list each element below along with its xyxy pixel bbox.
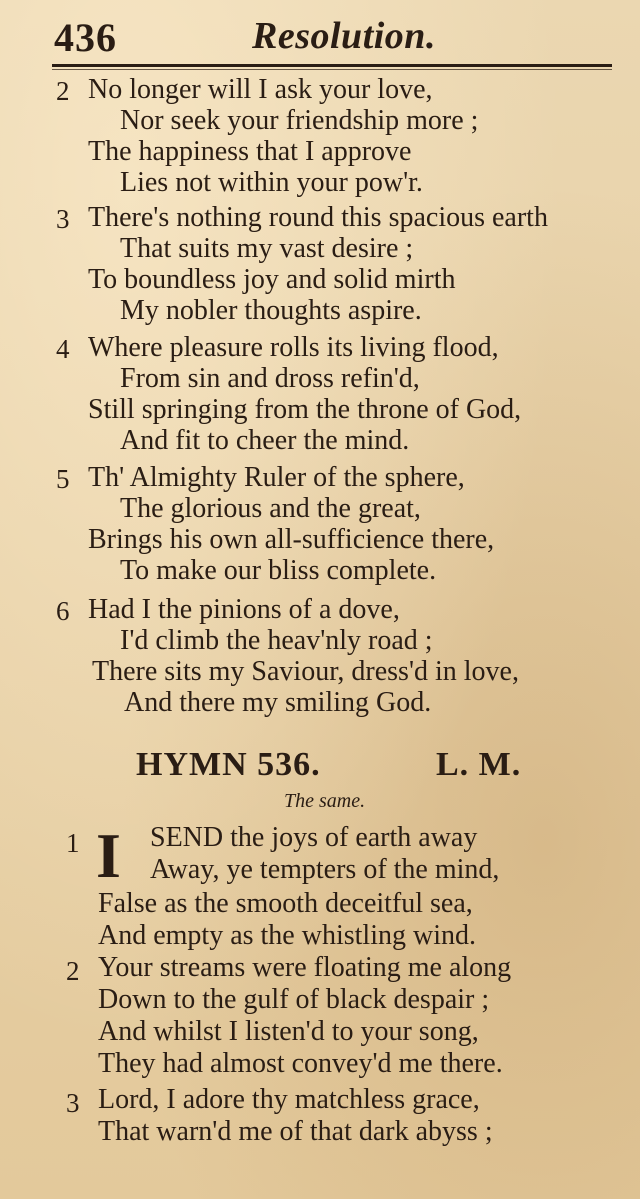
drop-cap: I bbox=[96, 820, 121, 891]
verse-line: Still springing from the throne of God, bbox=[88, 394, 522, 425]
verse-line: SEND the joys of earth away bbox=[150, 822, 478, 853]
verse-line: Down to the gulf of black despair ; bbox=[98, 984, 490, 1015]
verse-line: Your streams were floating me along bbox=[98, 952, 512, 983]
verse-line: That suits my vast desire ; bbox=[120, 233, 414, 264]
stanza-number: 3 bbox=[66, 1088, 80, 1118]
page-number: 436 bbox=[54, 15, 117, 60]
verse-line: Nor seek your friendship more ; bbox=[120, 105, 479, 136]
verse-line: They had almost convey'd me there. bbox=[98, 1048, 503, 1079]
verse-line: Had I the pinions of a dove, bbox=[88, 594, 400, 625]
header-rule-thin bbox=[52, 69, 612, 70]
stanza-number: 6 bbox=[56, 596, 70, 626]
verse-line: My nobler thoughts aspire. bbox=[120, 295, 422, 326]
verse-line: To make our bliss complete. bbox=[120, 555, 437, 586]
hymn-subtitle: The same. bbox=[284, 790, 366, 812]
stanza-number: 3 bbox=[56, 204, 70, 234]
stanza-number: 1 bbox=[66, 828, 80, 858]
verse-line: There sits my Saviour, dress'd in love, bbox=[92, 656, 519, 687]
header-rule bbox=[52, 64, 612, 67]
verse-line: That warn'd me of that dark abyss ; bbox=[98, 1116, 493, 1147]
hymn-meter: L. M. bbox=[436, 746, 522, 783]
running-title: Resolution. bbox=[252, 15, 436, 57]
stanza-number: 2 bbox=[56, 76, 70, 106]
verse-line: False as the smooth deceitful sea, bbox=[98, 888, 473, 919]
verse-line: There's nothing round this spacious earth bbox=[88, 202, 548, 233]
verse-line: And fit to cheer the mind. bbox=[120, 425, 410, 456]
verse-line: No longer will I ask your love, bbox=[88, 74, 433, 105]
stanza-number: 5 bbox=[56, 464, 70, 494]
verse-line: And there my smiling God. bbox=[124, 687, 432, 718]
verse-line: I'd climb the heav'nly road ; bbox=[120, 625, 433, 656]
stanza-number: 4 bbox=[56, 334, 70, 364]
stanza-number: 2 bbox=[66, 956, 80, 986]
verse-line: Brings his own all-sufficience there, bbox=[88, 524, 495, 555]
page-header bbox=[0, 0, 640, 70]
verse-line: The glorious and the great, bbox=[120, 493, 421, 524]
verse-line: And empty as the whistling wind. bbox=[98, 920, 476, 951]
verse-line: Lies not within your pow'r. bbox=[120, 167, 423, 198]
verse-line: The happiness that I approve bbox=[88, 136, 412, 167]
verse-line: Th' Almighty Ruler of the sphere, bbox=[88, 462, 465, 493]
verse-line: Where pleasure rolls its living flood, bbox=[88, 332, 499, 363]
verse-line: And whilst I listen'd to your song, bbox=[98, 1016, 479, 1047]
verse-line: Lord, I adore thy matchless grace, bbox=[98, 1084, 480, 1115]
verse-line: To boundless joy and solid mirth bbox=[88, 264, 456, 295]
hymn-title: HYMN 536. bbox=[136, 746, 321, 783]
verse-line: From sin and dross refin'd, bbox=[120, 363, 420, 394]
verse-line: Away, ye tempters of the mind, bbox=[150, 854, 500, 885]
